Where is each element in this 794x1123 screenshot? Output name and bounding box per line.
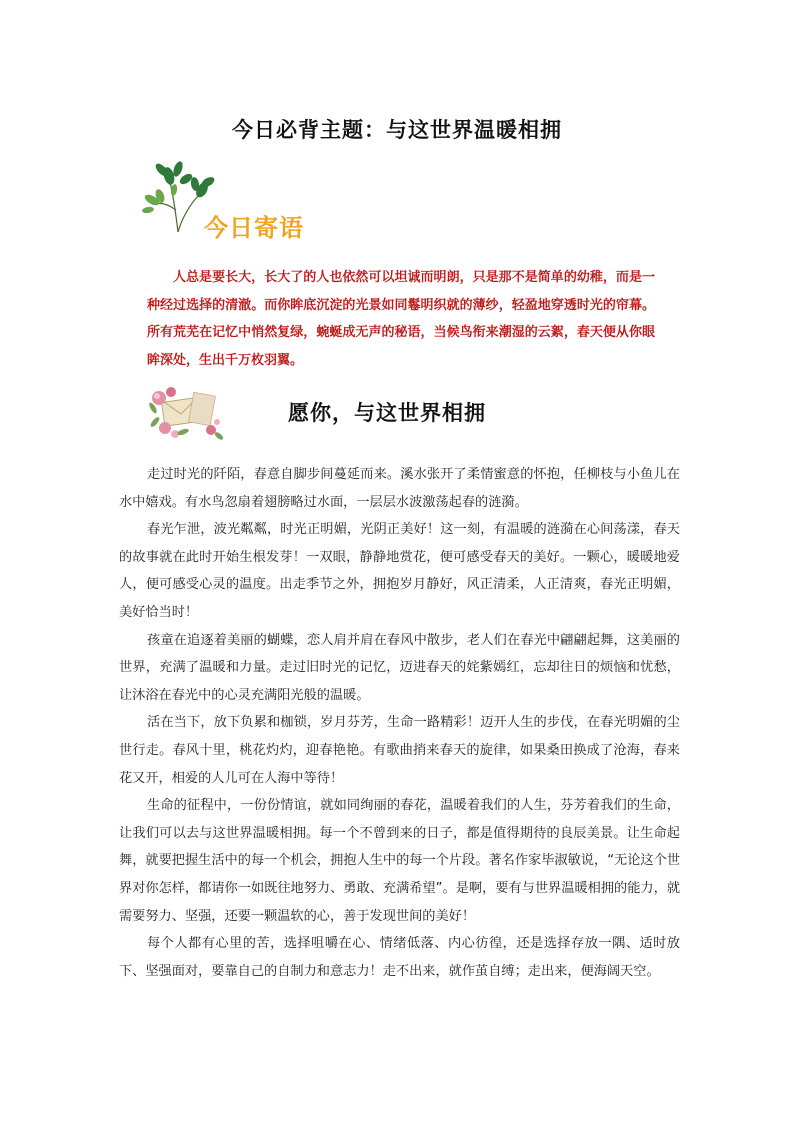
- article-paragraph: 每个人都有心里的苦，选择咀嚼在心、情绪低落、内心彷徨，还是选择存放一隅、适时放下、坚强面对，要靠自己的自制力和意志力！走不出来，就作茧自缚；走出来，便海阔天空。: [119, 936, 680, 979]
- page-title: 今日必背主题：与这世界温暖相拥: [232, 117, 562, 142]
- flower-envelope-icon: [145, 380, 225, 442]
- article-paragraph: 走过时光的阡陌，春意自脚步间蔓延而来。溪水张开了柔情蜜意的怀抱，任柳枝与小鱼儿在水中嬉戏。有水鸟忽扇着翅膀略过水面，一层层水波激荡起春的涟漪。: [119, 467, 680, 510]
- article-paragraph: 活在当下，放下负累和枷锁，岁月芬芳，生命一路精彩！迈开人生的步伐，在春光明媚的尘世行走。春风十里，桃花灼灼，迎春艳艳。有歌曲捎来春天的旋律，如果桑田换成了沧海，春来花又开，相爱的人儿可在人海中等待！: [119, 715, 680, 786]
- daily-message-heading: 今日寄语: [204, 214, 304, 242]
- article-paragraph: 孩童在追逐着美丽的蝴蝶，恋人肩并肩在春风中散步，老人们在春光中翩翩起舞，这美丽的世界，充满了温暖和力量。走过旧时光的记忆，迈进春天的姹紫嫣红，忘却往日的烦恼和忧愁，让沐浴在春光中的心灵充满阳光般的温暖。: [119, 632, 680, 703]
- article-heading: 愿你，与这世界相拥: [288, 401, 486, 425]
- daily-message-text: 人总是要长大，长大了的人也依然可以坦诚而明朗，只是那不是简单的幼稚，而是一种经过选择的清澈。而你眸底沉淀的光景如同鬈明织就的薄纱，轻盈地穿透时光的帘幕。所有荒芜在记忆中悄然复绿，蜿蜒成无声的秘语，当候鸟衔来潮湿的云絮，春天便从你眼眸深处，生出千万枚羽翼。: [147, 270, 655, 368]
- article-paragraph: 生命的征程中，一份份情谊，就如同绚丽的春花，温暖着我们的人生，芬芳着我们的生命，让我们可以去与这世界温暖相拥。每一个不曾到来的日子，都是值得期待的良辰美景。让生命起舞，就要把握生活中的每一个机会，拥抱人生中的每一个片段。著名作家毕淑敏说，“无论这个世界对你怎样，都请你一如既往地努力、勇敢、充满希望”。是啊，要有与世界温暖相拥的能力，就需要努力、坚强，还要一颗温软的心，善于发现世间的美好！: [119, 798, 680, 924]
- article-body: [119, 461, 680, 985]
- article-paragraph: 春光乍泄，波光粼粼，时光正明媚，光阴正美好！这一刻，有温暖的涟漪在心间荡漾，春天的故事就在此时开始生根发芽！一双眼，静静地赏花，便可感受春天的美好。一颗心，暖暖地爱人，便可感受心灵的温度。出走季节之外，拥抱岁月静好，风正清柔，人正清爽，春光正明媚，美好恰当时！: [119, 522, 680, 620]
